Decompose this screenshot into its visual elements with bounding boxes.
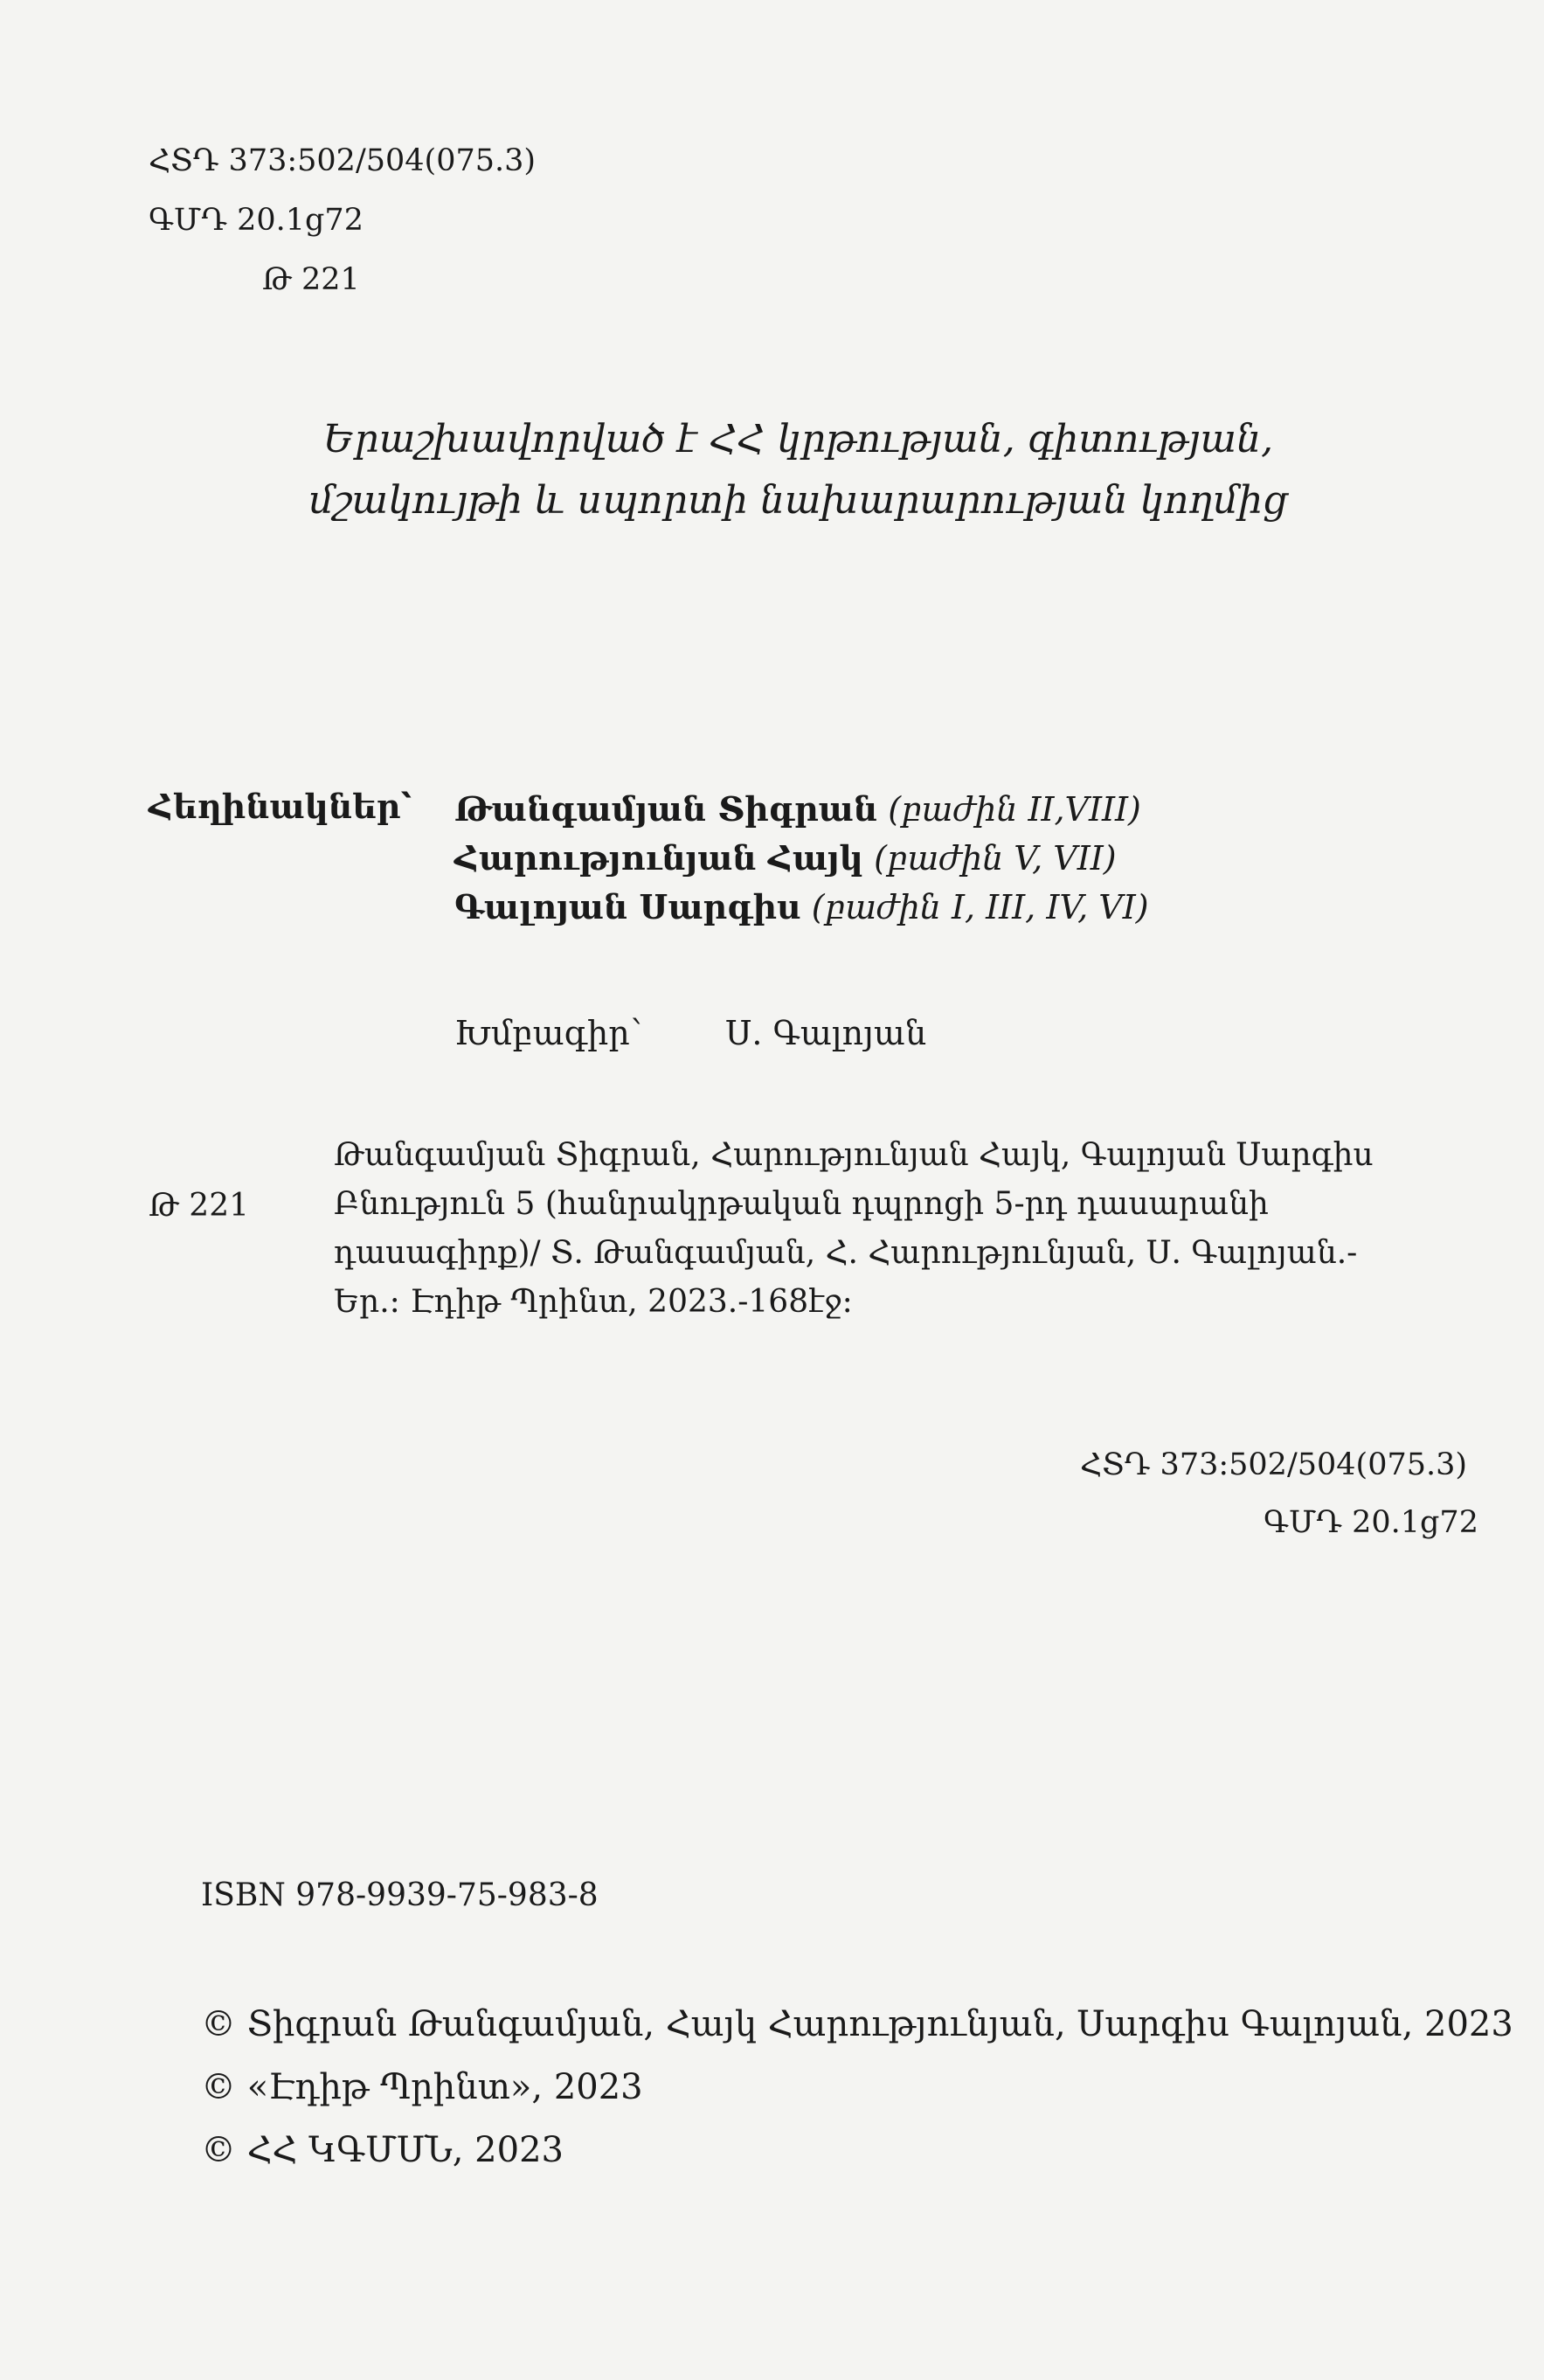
author-line — [454, 785, 1149, 834]
bibliographic-text: Թանգամյան Տիգրան, Հարությունյան Հայկ, Գալոյան Սարգիս Բնություն 5 (հանրակրթական դպրոցի 5-րդ դասարանի դասագիրք)/ Տ. Թանգամյան, Հ. Հարությունյան, Ս. Գալոյան.- Եր.: Էդիթ Պրինտ, 2023.-168էջ: — [334, 1137, 1374, 1320]
classification-code-top: Թ 221 — [262, 262, 360, 297]
author-parts: (բաժին I, III, IV, VI) — [811, 888, 1149, 926]
endorsement-line-1: Երաշխավորված է ՀՀ կրթության, գիտության, — [322, 417, 1274, 461]
copyright-block — [201, 1993, 1513, 2182]
copyright-line: © «Էդիթ Պրինտ», 2023 — [201, 2067, 643, 2107]
copyright-line: © Տիգրան Թանգամյան, Հայկ Հարությունյան, Սարգիս Գալոյան, 2023 — [201, 2004, 1513, 2044]
bibliographic-code: Թ 221 — [149, 1188, 249, 1224]
endorsement — [0, 409, 1544, 531]
classification-gmd-top: ԳՄԴ 20.1g72 — [149, 203, 363, 238]
classification-gmd-bottom: ԳՄԴ 20.1g72 — [1264, 1505, 1478, 1540]
author-name: Գալոյան Սարգիս — [454, 887, 801, 926]
author-parts: (բաժին II,VIII) — [888, 790, 1141, 829]
author-name: Թանգամյան Տիգրան — [454, 789, 878, 829]
author-parts: (բաժին V, VII) — [874, 839, 1117, 878]
endorsement-line-2: մշակույթի և սպորտի նախարարության կողմից — [308, 478, 1288, 523]
author-name: Հարությունյան Հայկ — [454, 838, 864, 878]
copyright-line: © ՀՀ ԿԳՄՍՆ, 2023 — [201, 2130, 564, 2170]
editor-label: Խմբագիր՝ — [454, 1014, 642, 1052]
editor-name: Ս. Գալոյան — [725, 1014, 927, 1052]
classification-hsd-top: ՀՏԴ 373:502/504(075.3) — [149, 143, 537, 178]
authors-list — [454, 785, 1149, 932]
isbn: ISBN 978-9939-75-983-8 — [201, 1877, 599, 1913]
author-line — [454, 883, 1149, 932]
classification-hsd-bottom: ՀՏԴ 373:502/504(075.3) — [1080, 1447, 1468, 1482]
author-line — [454, 834, 1149, 883]
authors-label: Հեղինակներ՝ — [149, 787, 412, 826]
